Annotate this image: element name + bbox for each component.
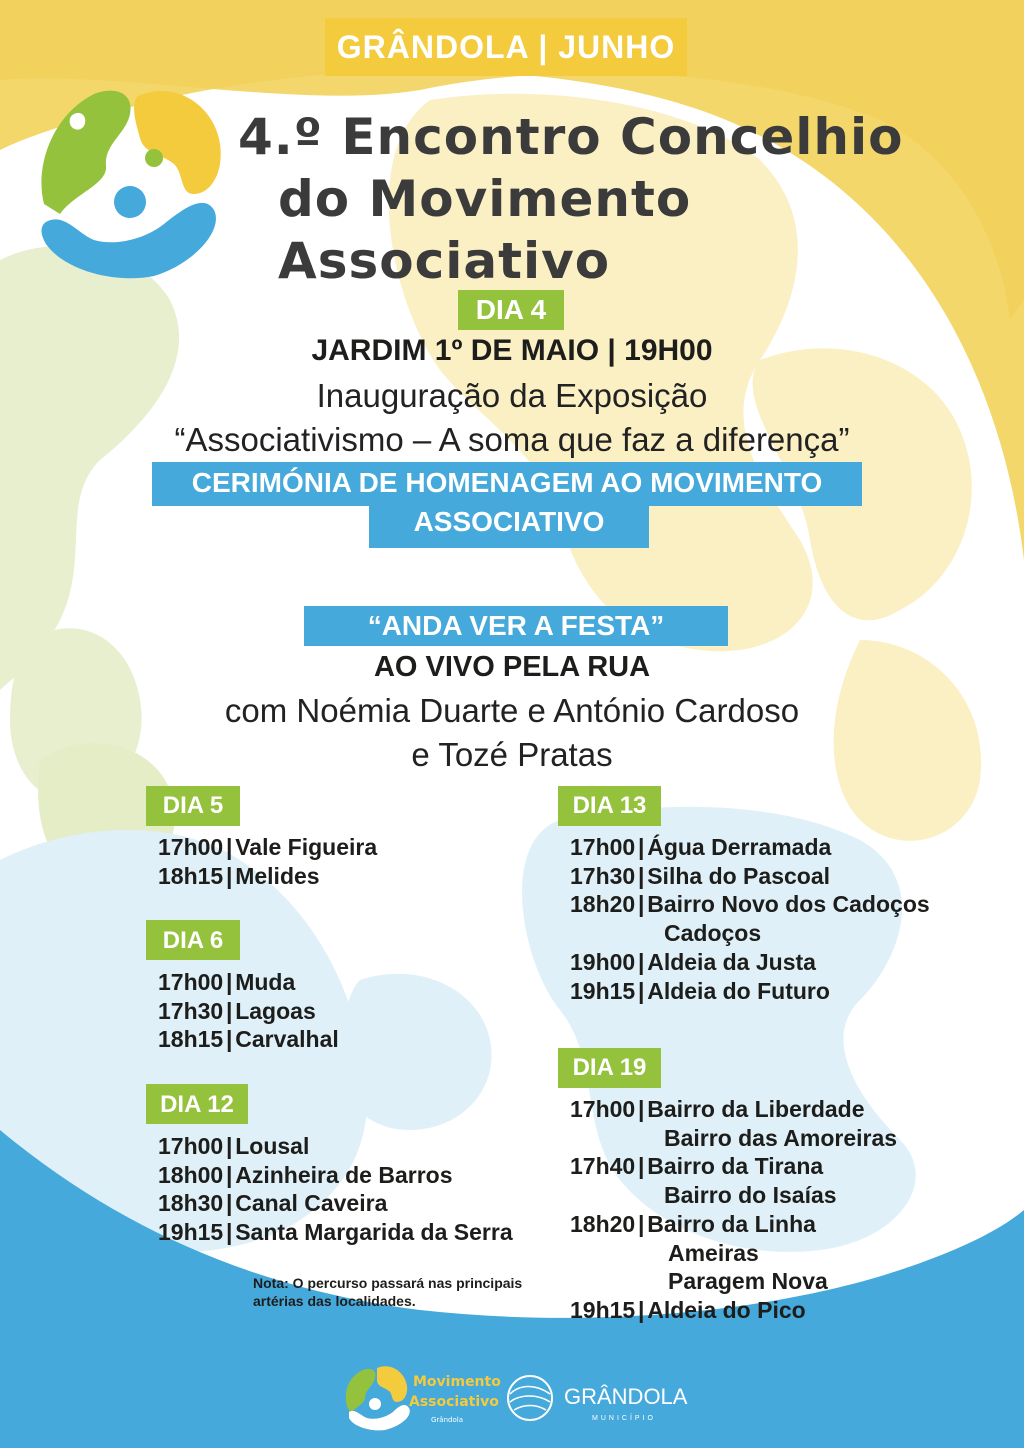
festa-artists-line2: e Tozé Pratas (411, 736, 613, 773)
schedule-row: 17h00 | Água Derramada (570, 834, 832, 860)
footer-municipality: GRÂNDOLA (564, 1384, 688, 1409)
schedule-place: Muda (235, 969, 296, 995)
schedule-time: 19h15 (570, 1296, 636, 1323)
schedule-row-continued (570, 1124, 897, 1153)
schedule-time: 18h30 (158, 1190, 224, 1217)
footer-movimento-logo (343, 1364, 503, 1432)
schedule-place: Vale Figueira (235, 834, 378, 860)
ceremony-bar-line1: CERIMÓNIA DE HOMENAGEM AO MOVIMENTO (152, 462, 862, 506)
schedule-row-continued (570, 919, 930, 948)
schedule-time: 17h30 (570, 862, 636, 889)
day4-location: JARDIM 1º DE MAIO | 19H00 (311, 334, 713, 367)
footer-grandola-logo (504, 1372, 704, 1432)
day12-tag: DIA 12 (146, 1084, 248, 1124)
day6-schedule (158, 968, 339, 1054)
schedule-row: 17h00 | Lousal (158, 1133, 310, 1159)
schedule-row: 17h00 | Muda (158, 969, 296, 995)
schedule-row: 18h20 | Bairro Novo dos Cadoços (570, 891, 930, 918)
schedule-row: 18h20 | Bairro da Linha (570, 1210, 816, 1237)
footer-municipality-sub: MUNICÍPIO (592, 1415, 656, 1422)
footer-logo-sub: Grândola (431, 1416, 463, 1424)
day6-tag: DIA 6 (146, 920, 240, 960)
day4-tag: DIA 4 (458, 290, 564, 330)
day12-schedule (158, 1132, 513, 1247)
schedule-row-continued (570, 1267, 897, 1296)
day5-tag: DIA 5 (146, 786, 240, 826)
schedule-row: 17h00 | Vale Figueira (158, 834, 378, 860)
schedule-row: 17h00 | Bairro da Liberdade (570, 1096, 865, 1122)
schedule-time: 19h00 (570, 948, 636, 975)
schedule-row: 19h00 | Aldeia da Justa (570, 948, 816, 975)
schedule-time: 18h15 (158, 1026, 224, 1053)
schedule-time: 17h00 (158, 1133, 224, 1159)
schedule-place: Bairro Novo dos Cadoços (647, 891, 930, 918)
title-line-2: do Movimento Associativo (278, 170, 692, 290)
ceremony-bar-line2: ASSOCIATIVO (369, 504, 649, 548)
day4-exposition-line1: Inauguração da Exposição (316, 377, 708, 414)
day5-schedule (158, 833, 377, 890)
schedule-row: 17h40 | Bairro da Tirana (570, 1153, 824, 1180)
schedule-place: Aldeia do Pico (647, 1296, 806, 1323)
movimento-associativo-logo (34, 84, 222, 280)
schedule-place: Bairro da Liberdade (647, 1096, 865, 1122)
schedule-place: Lagoas (235, 997, 316, 1024)
schedule-place: Bairro da Linha (647, 1210, 816, 1237)
schedule-time: 19h15 (158, 1219, 224, 1246)
schedule-place: Paragem Nova (668, 1268, 828, 1295)
schedule-place: Melides (235, 862, 320, 889)
schedule-time: 17h00 (158, 969, 224, 995)
top-banner: GRÂNDOLA | JUNHO (325, 18, 687, 76)
schedule-time: 17h00 (570, 834, 636, 860)
schedule-time: 17h40 (570, 1153, 636, 1180)
day19-tag: DIA 19 (558, 1048, 661, 1088)
schedule-place: Bairro das Amoreiras (664, 1124, 898, 1151)
schedule-place: Bairro do Isaías (664, 1182, 837, 1209)
schedule-row: 18h00 | Azinheira de Barros (158, 1161, 453, 1188)
schedule-row: 17h30 | Silha do Pascoal (570, 862, 831, 889)
schedule-row: 17h30 | Lagoas (158, 997, 316, 1024)
festa-artists-line1: com Noémia Duarte e António Cardoso (224, 692, 800, 729)
schedule-row: 18h15 | Carvalhal (158, 1026, 339, 1053)
schedule-row: 18h30 | Canal Caveira (158, 1190, 388, 1217)
day4-exposition-line2: “Associativismo – A soma que faz a diferença” (174, 421, 850, 458)
schedule-place: Silha do Pascoal (647, 862, 831, 889)
schedule-row: 19h15 | Aldeia do Futuro (570, 977, 830, 1004)
schedule-place: Água Derramada (647, 834, 832, 860)
schedule-place: Canal Caveira (235, 1190, 388, 1217)
schedule-place: Aldeia do Futuro (647, 977, 830, 1004)
route-note: Nota: O percurso passará nas principais artérias das localidades. (253, 1275, 523, 1309)
schedule-row-continued (570, 1239, 897, 1268)
schedule-time: 19h15 (570, 977, 636, 1004)
event-title (238, 106, 938, 292)
schedule-place: Bairro da Tirana (647, 1153, 824, 1180)
day13-schedule (570, 833, 930, 1005)
title-line-1: 4.º Encontro Concelhio (238, 108, 904, 166)
schedule-time: 18h00 (158, 1161, 224, 1188)
schedule-place: Carvalhal (235, 1026, 339, 1053)
schedule-place: Lousal (235, 1133, 310, 1159)
schedule-row-continued (570, 1181, 897, 1210)
schedule-place: Aldeia da Justa (647, 948, 816, 975)
day19-schedule (570, 1095, 897, 1325)
schedule-time: 18h20 (570, 1210, 636, 1237)
schedule-time: 17h30 (158, 997, 224, 1024)
footer-logo-line1: Movimento (413, 1374, 501, 1390)
schedule-time: 17h00 (158, 834, 224, 860)
footer-logo-line2: Associativo (409, 1394, 499, 1410)
schedule-place: Cadoços (664, 920, 762, 947)
day13-tag: DIA 13 (558, 786, 661, 826)
schedule-place: Azinheira de Barros (235, 1161, 453, 1188)
festa-subtitle: AO VIVO PELA RUA (373, 651, 651, 683)
schedule-time: 18h15 (158, 862, 224, 889)
schedule-row: 19h15 | Santa Margarida da Serra (158, 1219, 513, 1246)
schedule-row: 19h15 | Aldeia do Pico (570, 1296, 806, 1323)
schedule-time: 18h20 (570, 891, 636, 918)
festa-bar: “ANDA VER A FESTA” (304, 606, 728, 646)
schedule-time: 17h00 (570, 1096, 636, 1122)
schedule-row: 18h15 | Melides (158, 862, 320, 889)
schedule-place: Santa Margarida da Serra (235, 1219, 513, 1246)
schedule-place: Ameiras (668, 1239, 759, 1266)
